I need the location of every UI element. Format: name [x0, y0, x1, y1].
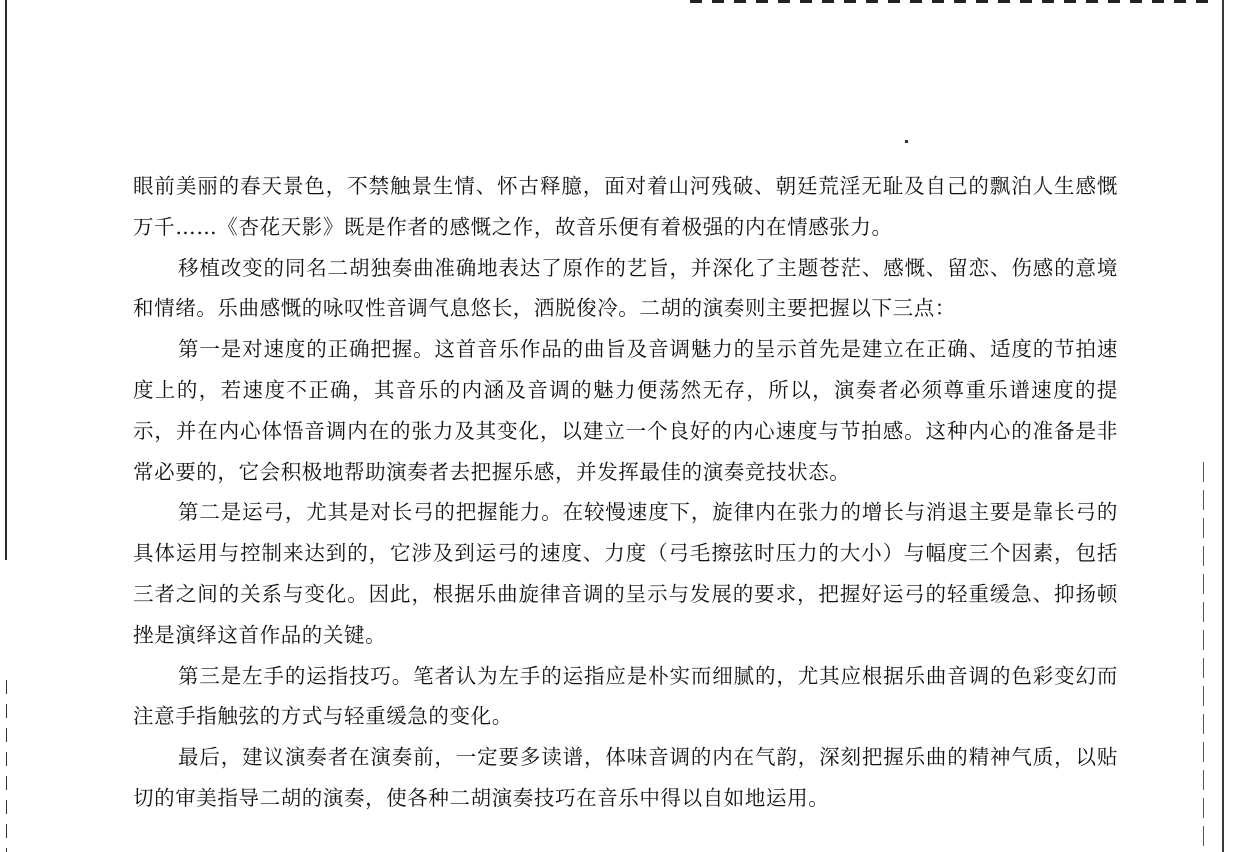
paragraph-point-one-tempo: 第一是对速度的正确把握。这首音乐作品的曲旨及音调魅力的呈示首先是建立在正确、适度的节拍速度上的，若速度不正确，其音乐的内涵及音调的魅力便荡然无存，所以，演奏者必须尊重乐谱速度的提示，并在内心体悟音调内在的张力及其变化，以建立一个良好的内心速度与节拍感。这种内心的准备是非常必要的，它会积极地帮助演奏者去把握乐感，并发挥最佳的演奏竞技状态。 — [133, 337, 1118, 484]
scan-right-inner-dashes — [1203, 462, 1204, 852]
scan-left-edge-line — [5, 0, 7, 560]
paragraph-adaptation: 移植改变的同名二胡独奏曲准确地表达了原作的艺旨，并深化了主题苍茫、感慨、留恋、伤感的意境和情绪。乐曲感慨的咏叹性音调气息悠长，洒脱俊冷。二胡的演奏则主要把握以下三点： — [133, 255, 1118, 321]
paragraph-point-two-bowing: 第二是运弓，尤其是对长弓的把握能力。在较慢速度下，旋律内在张力的增长与消退主要是靠长弓的具体运用与控制来达到的，它涉及到运弓的速度、力度（弓毛擦弦时压力的大小）与幅度三个因素，包括三者之间的关系与变化。因此，根据乐曲旋律音调的呈示与发展的要求，把握好运弓的轻重缓急、抑扬顿挫是演绎这首作品的关键。 — [133, 500, 1118, 647]
scan-right-edge-line — [1222, 0, 1224, 852]
paragraph-conclusion: 最后，建议演奏者在演奏前，一定要多读谱，体味音调的内在气韵，深刻把握乐曲的精神气质，以贴切的审美指导二胡的演奏，使各种二胡演奏技巧在音乐中得以自如地运用。 — [133, 745, 1118, 810]
scan-top-marks — [690, 0, 1210, 3]
scan-dot-mark — [905, 140, 908, 143]
paragraph-point-three-fingering: 第三是左手的运指技巧。笔者认为左手的运指应是朴实而细腻的，尤其应根据乐曲音调的色彩变幻而注意手指触弦的方式与轻重缓急的变化。 — [133, 663, 1118, 729]
paragraph-continuation: 眼前美丽的春天景色，不禁触景生情、怀古释臆，面对着山河残破、朝廷荒淫无耻及自己的飘泊人生感慨万千……《杏花天影》既是作者的感慨之作，故音乐便有着极强的内在情感张力。 — [133, 174, 1118, 239]
scan-left-edge-dashes — [6, 680, 7, 852]
page-body-text — [133, 166, 1118, 819]
